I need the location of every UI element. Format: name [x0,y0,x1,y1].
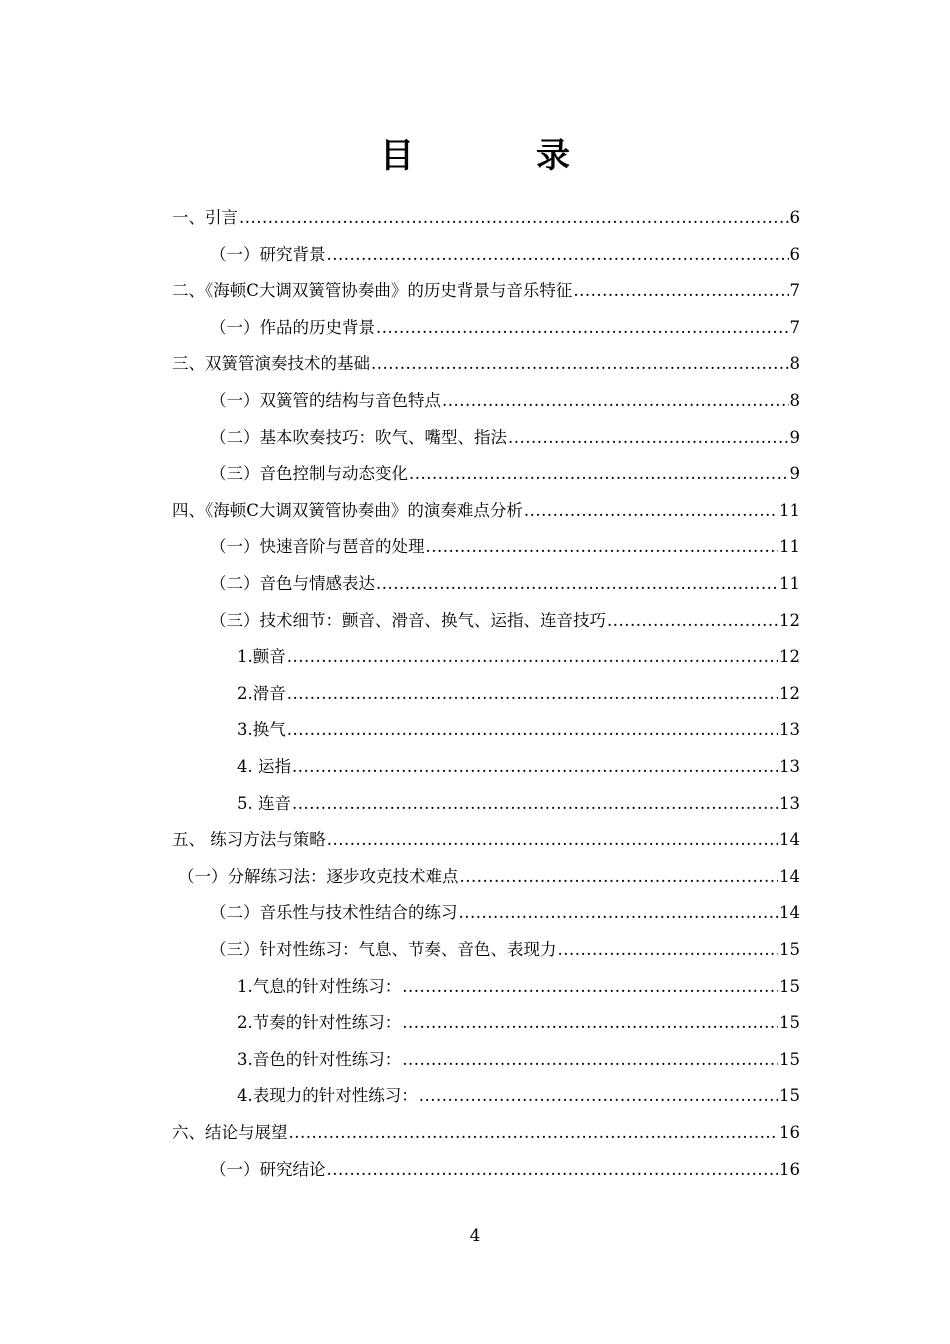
toc-entry[interactable] [172,496,800,526]
toc-entry-label: （二）音乐性与技术性结合的练习 [210,903,458,923]
toc-entry-label: （一）作品的历史背景 [210,317,375,337]
toc-leader-dots [607,606,778,636]
toc-entry-label: 四、《海顿C大调双簧管协奏曲》的演奏难点分析 [172,500,523,520]
toc-entry[interactable] [237,752,800,782]
toc-entry[interactable] [172,276,800,306]
toc-entry-page: 8 [789,391,800,410]
toc-entry[interactable] [210,532,800,562]
toc-entry-label: 六、结论与展望 [172,1123,288,1142]
toc-entry-label: 1.气息的针对性练习： [237,976,402,996]
toc-entry[interactable] [210,606,800,636]
toc-entry-page: 9 [789,464,800,484]
toc-leader-dots [402,1008,778,1038]
toc-entry-label: 一、引言 [172,208,238,227]
toc-leader-dots [376,313,789,343]
page-number: 4 [469,1226,481,1246]
toc-entry[interactable] [237,789,800,819]
toc-entry[interactable] [237,1045,800,1075]
toc-entry[interactable] [210,423,800,453]
toc-leader-dots [508,423,789,453]
toc-leader-dots [287,715,778,745]
toc-entry-label: 二、《海顿C大调双簧管协奏曲》的历史背景与音乐特征 [172,281,573,301]
toc-entry[interactable] [210,1155,800,1185]
toc-entry-page: 12 [779,683,800,703]
toc-leader-dots [573,276,788,306]
toc-entry-page: 15 [779,976,800,996]
toc-entry-label: （三）针对性练习：气息、节奏、音色、表现力 [210,940,557,959]
toc-leader-dots [287,679,778,709]
toc-entry-page: 15 [779,940,800,959]
toc-leader-dots [460,862,779,892]
toc-entry[interactable] [210,459,800,489]
toc-entry-page: 11 [779,574,800,593]
toc-entry-page: 6 [789,208,800,227]
toc-leader-dots [419,1081,778,1111]
toc-entry-page: 7 [789,281,800,301]
toc-entry[interactable] [237,1081,800,1111]
toc-leader-dots [376,569,778,599]
toc-entry[interactable] [172,349,800,379]
toc-entry-label: （三）技术细节：颤音、滑音、换气、运指、连音技巧 [210,610,606,630]
toc-entry-label: 5. 连音 [237,793,291,813]
toc-leader-dots [558,935,779,965]
toc-entry-label: （二）音色与情感表达 [210,574,375,593]
toc-entry-page: 8 [789,354,800,374]
toc-entry-label: （一）双簧管的结构与音色特点 [210,391,441,410]
toc-leader-dots [292,752,778,782]
toc-entry-label: 1.颤音 [237,647,286,667]
toc-entry-label: （一）研究结论 [210,1159,326,1179]
toc-entry-label: （三）音色控制与动态变化 [210,464,408,484]
toc-leader-dots [292,789,778,819]
toc-entry[interactable] [210,313,800,343]
toc-leader-dots [371,349,789,379]
toc-leader-dots [442,386,789,416]
toc-entry-label: 4. 运指 [237,757,291,776]
toc-entry-page: 11 [779,500,800,520]
toc-leader-dots [459,898,779,928]
toc-entry-label: （一）快速音阶与琶音的处理 [210,537,425,557]
toc-entry-page: 6 [789,244,800,264]
toc-entry[interactable] [237,679,800,709]
toc-entry[interactable] [178,862,800,892]
toc-leader-dots [327,1155,779,1185]
toc-leader-dots [327,240,789,270]
toc-leader-dots [287,642,778,672]
toc-entry[interactable] [237,1008,800,1038]
toc-entry-page: 14 [779,830,800,850]
toc-leader-dots [289,1118,779,1148]
toc-leader-dots [426,532,779,562]
toc-entry-page: 13 [779,720,800,740]
toc-entry-page: 12 [779,647,800,667]
toc-entry-label: 三、双簧管演奏技术的基础 [172,354,370,374]
toc-leader-dots [402,1045,778,1075]
toc-entry-label: （二）基本吹奏技巧：吹气、嘴型、指法 [210,427,507,447]
toc-entry-page: 13 [779,793,800,813]
toc-entry[interactable] [210,898,800,928]
toc-entry-label: 2.滑音 [237,683,286,703]
toc-entry-label: 2.节奏的针对性练习： [237,1013,402,1033]
toc-entry-label: 3.换气 [237,720,286,740]
toc-leader-dots [239,203,789,233]
toc-entry-page: 12 [779,610,800,630]
toc-entry-label: 4.表现力的针对性练习： [237,1086,418,1106]
toc-entry[interactable] [172,1118,800,1148]
toc-leader-dots [409,459,789,489]
toc-entry[interactable] [237,642,800,672]
toc-entry-label: 五、 练习方法与策略 [172,830,326,850]
toc-entry[interactable] [210,386,800,416]
toc-entry-page: 7 [789,317,800,337]
toc-entry[interactable] [210,569,800,599]
toc-entry[interactable] [237,715,800,745]
toc-entry[interactable] [172,825,800,855]
toc-entry-page: 9 [789,427,800,447]
toc-entry-page: 15 [779,1086,800,1106]
toc-leader-dots [402,972,778,1002]
toc-entry-page: 11 [779,537,800,557]
toc-leader-dots [327,825,778,855]
toc-entry-page: 13 [779,757,800,776]
toc-entry-page: 16 [779,1159,800,1179]
toc-entry-label: （一）研究背景 [210,244,326,264]
toc-leader-dots [524,496,778,526]
toc-entry-page: 15 [779,1013,800,1033]
toc-entry-page: 14 [779,903,800,923]
toc-entry-page: 14 [779,866,800,886]
page-title: 目 录 [380,136,614,176]
toc-entry-page: 16 [779,1123,800,1142]
toc-entry-label: 3.音色的针对性练习： [237,1049,402,1069]
toc-entry[interactable] [210,935,800,965]
toc-entry-label: （一）分解练习法：逐步攻克技术难点 [178,866,459,886]
toc-entry[interactable] [237,972,800,1002]
toc-entry[interactable] [172,203,800,233]
toc-entry[interactable] [210,240,800,270]
toc-entry-page: 15 [779,1049,800,1069]
